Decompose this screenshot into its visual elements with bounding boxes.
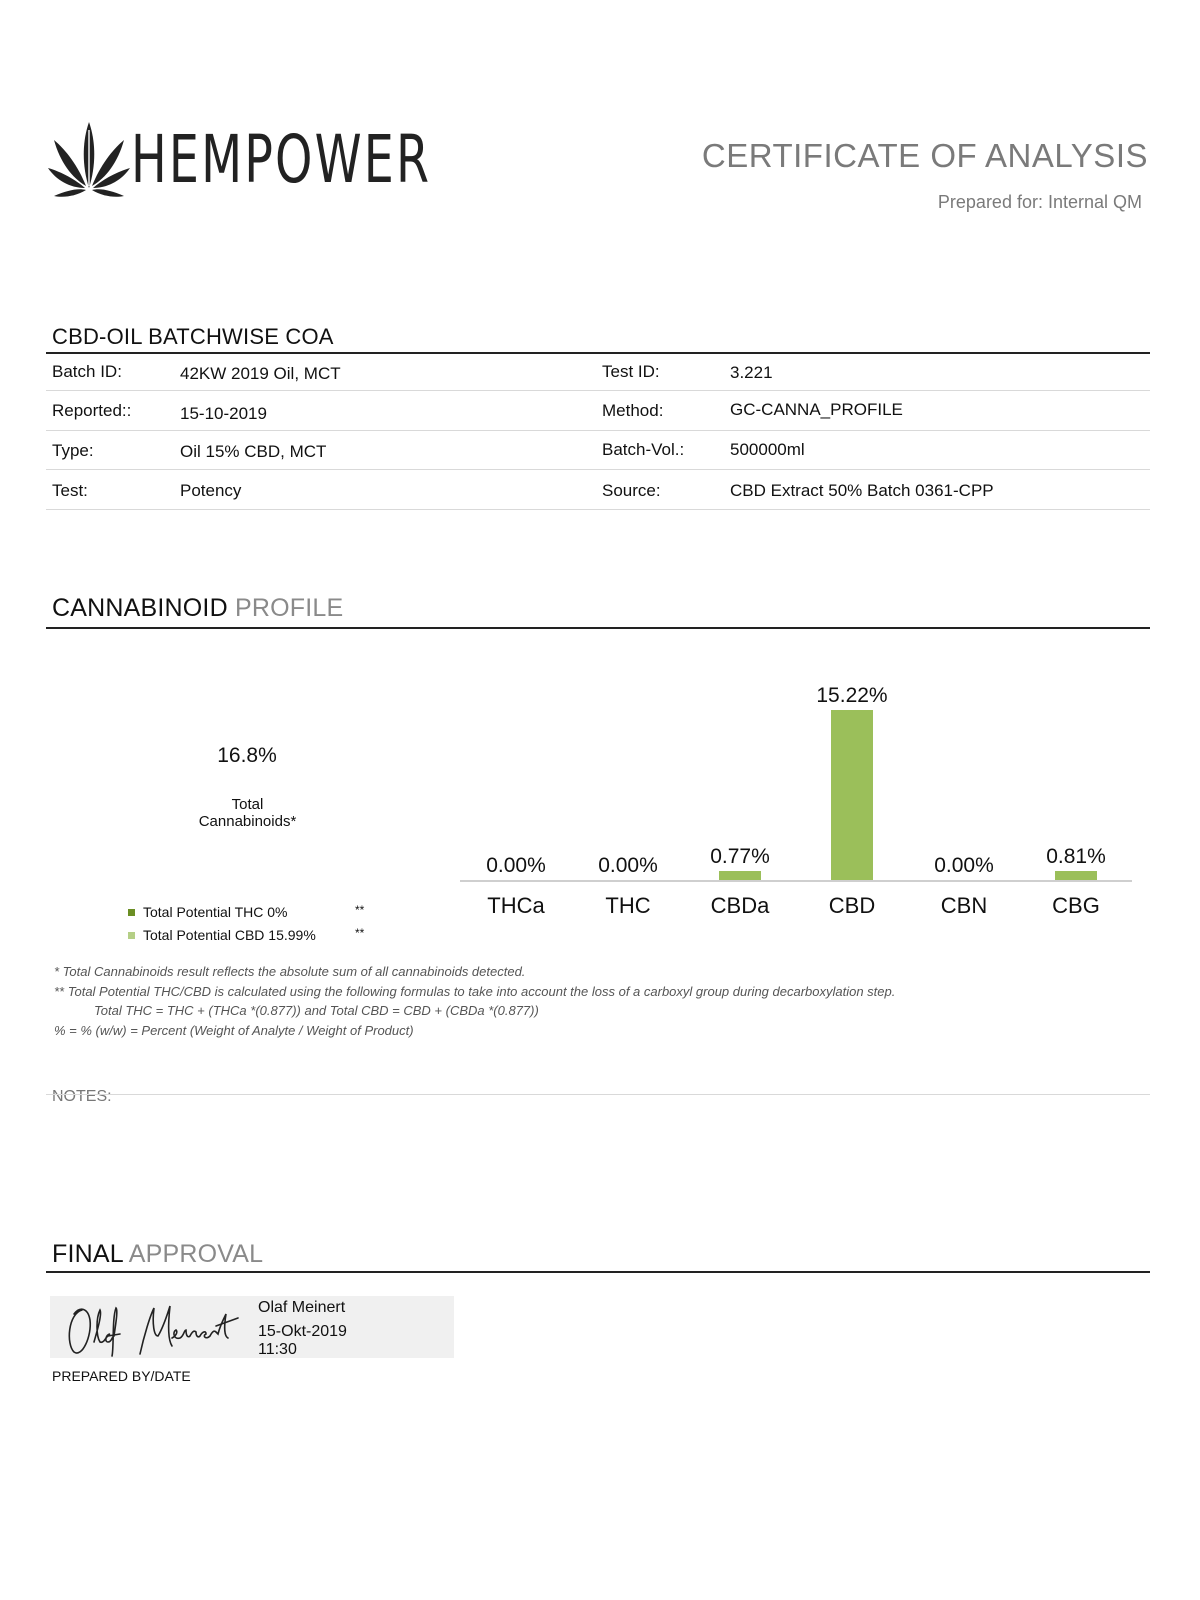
- bar-cbg: [1055, 871, 1097, 880]
- category-label-thca: THCa: [487, 893, 545, 918]
- legend-item-cbd: [128, 927, 316, 943]
- legend-label-thc: Total Potential THC 0%: [143, 904, 288, 920]
- source-label: Source:: [602, 481, 661, 500]
- prepared-by-label: PREPARED BY/DATE: [52, 1368, 191, 1384]
- approval-title-light: APPROVAL: [128, 1240, 264, 1268]
- test-label: Test:: [52, 481, 88, 500]
- approver-name: Olaf Meinert: [258, 1299, 346, 1316]
- total-cannabinoids-label: [170, 796, 325, 830]
- section-rule: [46, 352, 1150, 354]
- batch-section-title: CBD-OIL BATCHWISE COA: [52, 324, 334, 349]
- legend-swatch-thc: [128, 909, 135, 916]
- section-rule: [46, 627, 1150, 629]
- cannabinoid-bar-chart: [460, 650, 1140, 940]
- row-divider: [46, 469, 1150, 470]
- batch-vol-label: Batch-Vol.:: [602, 440, 685, 459]
- data-label-thca: 0.00%: [486, 854, 546, 877]
- data-label-cbg: 0.81%: [1046, 845, 1106, 868]
- footnote-total-cannabinoids: * Total Cannabinoids result reflects the absolute sum of all cannabinoids detected.: [54, 964, 526, 979]
- row-divider: [46, 509, 1150, 510]
- reported-value: 15-10-2019: [180, 404, 267, 423]
- batch-id-label: Batch ID:: [52, 362, 122, 381]
- footnote-formula: Total THC = THC + (THCa *(0.877)) and Total CBD = CBD + (CBDa *(0.877)): [94, 1003, 539, 1018]
- bar-cbd: [831, 710, 873, 880]
- method-value: GC-CANNA_PROFILE: [730, 400, 903, 419]
- handwritten-signature: [60, 1296, 250, 1358]
- legend-label-cbd: Total Potential CBD 15.99%: [143, 927, 316, 943]
- legend-swatch-cbd: [128, 932, 135, 939]
- type-label: Type:: [52, 441, 94, 460]
- profile-title-dark: CANNABINOID: [52, 594, 228, 622]
- document-title: CERTIFICATE OF ANALYSIS: [701, 137, 1148, 174]
- approval-section-title: [52, 1240, 263, 1269]
- category-label-thc: THC: [605, 893, 651, 918]
- legend-item-thc: [128, 904, 287, 920]
- total-label-line-1: Total: [231, 796, 264, 813]
- notes-label: NOTES:: [52, 1088, 112, 1105]
- brand-wordmark: HEMPOWER: [131, 121, 432, 198]
- category-label-cbd: CBD: [828, 893, 876, 918]
- profile-title-light: PROFILE: [235, 594, 344, 622]
- data-label-cbd: 15.22%: [816, 684, 888, 707]
- batch-vol-value: 500000ml: [730, 440, 805, 459]
- total-cannabinoids-value: 16.8%: [217, 744, 277, 767]
- hemp-leaf-icon: [48, 122, 138, 202]
- data-label-cbda: 0.77%: [710, 845, 770, 868]
- category-label-cbn: CBN: [940, 893, 988, 918]
- prepared-for: Prepared for: Internal QM: [937, 192, 1142, 212]
- legend-mark-thc: **: [355, 903, 365, 917]
- test-id-label: Test ID:: [602, 362, 660, 381]
- batch-id-value: 42KW 2019 Oil, MCT: [180, 364, 341, 383]
- category-label-cbda: CBDa: [710, 893, 770, 918]
- approval-title-dark: FINAL: [52, 1240, 123, 1268]
- chart-svg: [460, 650, 1140, 940]
- test-id-value: 3.221: [730, 363, 773, 382]
- bar-cbda: [719, 871, 761, 880]
- footnote-total-potential: ** Total Potential THC/CBD is calculated using the following formulas to take into account the loss of a carboxyl group during decarboxylation step.: [54, 984, 896, 999]
- method-label: Method:: [602, 401, 664, 420]
- data-label-cbn: 0.00%: [934, 854, 994, 877]
- signature-graphic: [60, 1296, 250, 1358]
- footnote-percent-definition: % = % (w/w) = Percent (Weight of Analyte / Weight of Product): [54, 1023, 414, 1038]
- notes-rule: [46, 1094, 1150, 1095]
- approval-date: 15-Okt-2019: [258, 1323, 347, 1340]
- row-divider: [46, 390, 1150, 391]
- row-divider: [46, 430, 1150, 431]
- legend-mark-cbd: **: [355, 926, 365, 940]
- profile-section-title: [52, 594, 343, 623]
- total-label-line-2: Cannabinoids*: [198, 813, 297, 830]
- data-label-thc: 0.00%: [598, 854, 658, 877]
- test-value: Potency: [180, 481, 242, 500]
- category-label-cbg: CBG: [1052, 893, 1100, 918]
- approval-time: 11:30: [258, 1341, 297, 1358]
- reported-label: Reported::: [52, 401, 132, 420]
- type-value: Oil 15% CBD, MCT: [180, 442, 327, 461]
- source-value: CBD Extract 50% Batch 0361-CPP: [730, 481, 994, 500]
- section-rule: [46, 1271, 1150, 1273]
